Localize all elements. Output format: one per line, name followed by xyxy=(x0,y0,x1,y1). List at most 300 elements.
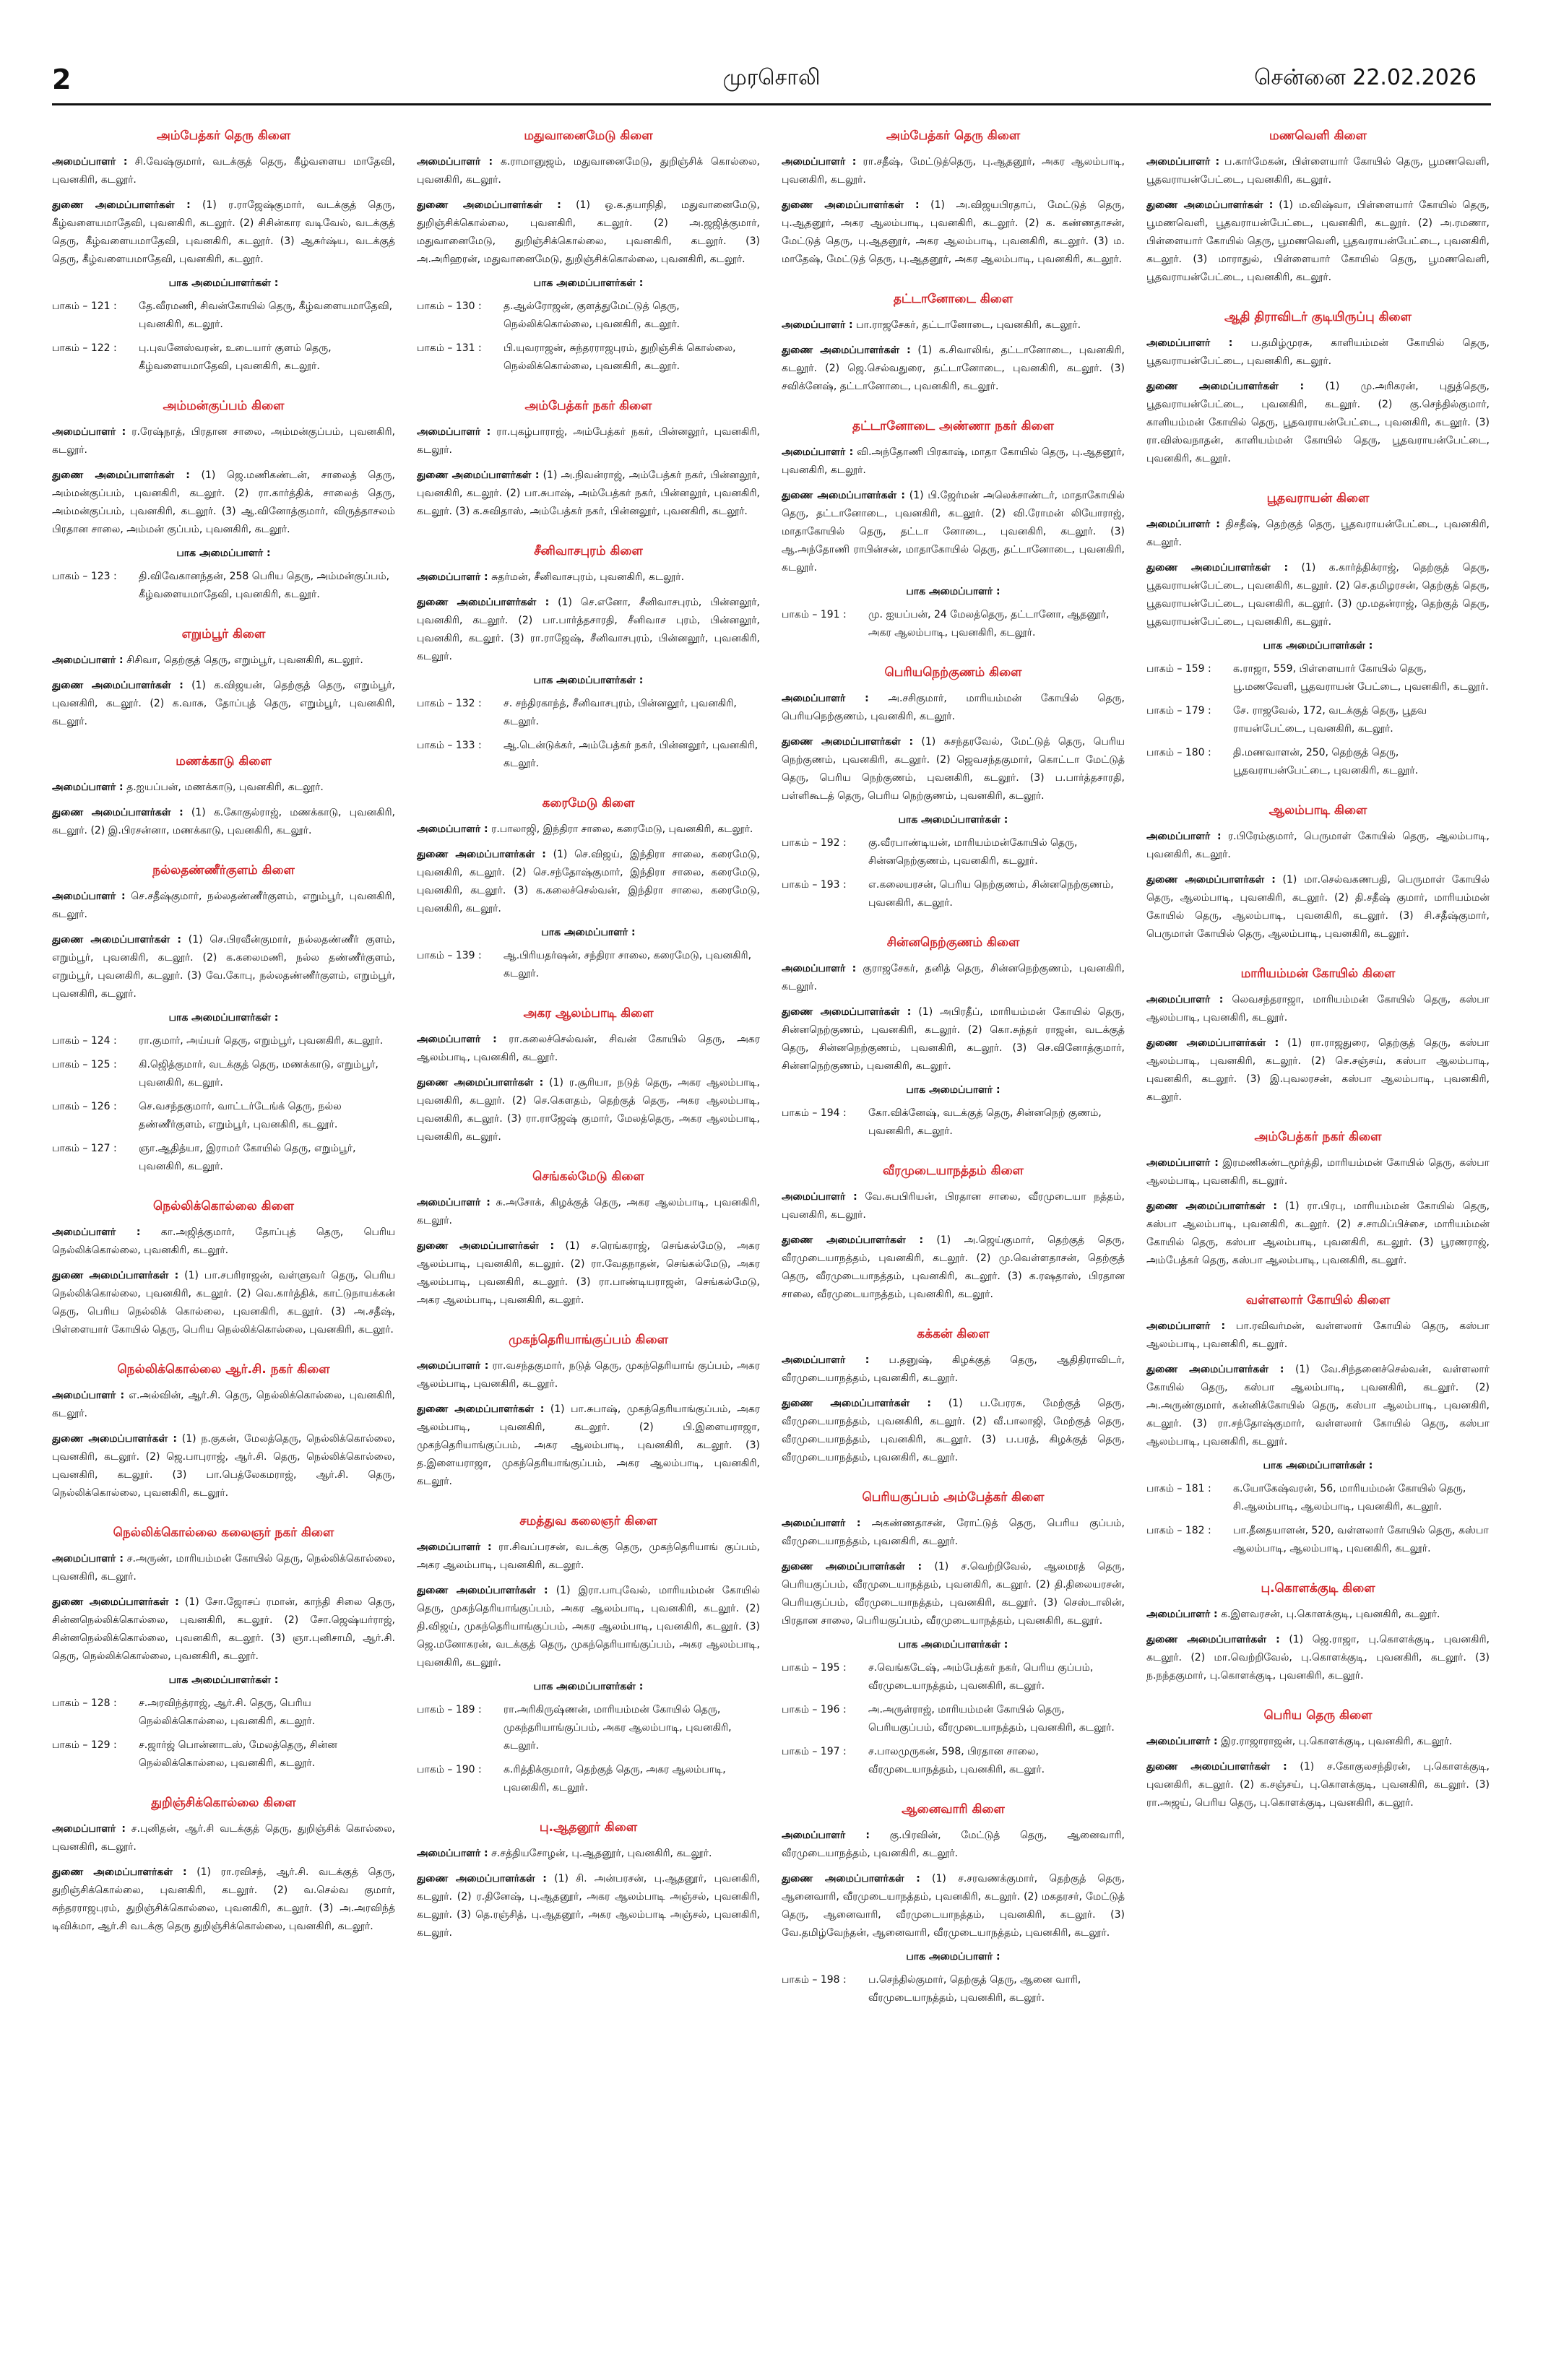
office-bearer-entry xyxy=(52,779,395,797)
office-bearer-entry xyxy=(417,196,760,269)
office-bearer-entry xyxy=(1146,153,1490,189)
role-holders: (1) சுசந்தரவேல், மேட்டுத் தெரு, பெரிய நெற்குணம், புவனகிரி, கடலூர். (2) ஜெவசந்தகுமார், கொட்டா மேட்டுத் தெரு, பெரிய நெற்குணம், புவனகிரி, கடலூர். (3) ப.பார்த்தசாரதி, பள்ளிகூடத் தெரு, பெரிய நெற்குணம், புவனகிரி, கடலூர். xyxy=(782,736,1125,802)
branch-heading: அம்மன்குப்பம் கிளை xyxy=(163,399,285,413)
booth-row xyxy=(782,1701,1125,1737)
booth-organiser: ச.அரவிந்த்ராஜ், ஆர்.சி. தெரு, பெரிய நெல்லிக்கொல்லை, புவனகிரி, கடலூர். xyxy=(139,1697,316,1727)
booth-row xyxy=(782,606,1125,642)
branch-section xyxy=(782,1164,1125,1304)
role-label: அமைப்பாளர் : xyxy=(417,1360,489,1372)
role-holders: அ.சசிகுமார், மாரியம்மன் கோயில் தெரு, பெரியநெற்குணம், புவனகிரி, கடலூர். xyxy=(782,693,1125,722)
role-holders: ரா.புகழ்பாராஜ், அம்பேத்கர் நகர், பின்னலூர், புவனகிரி, கடலூர். xyxy=(417,426,760,456)
column-2 xyxy=(417,121,760,2375)
office-bearer-entry xyxy=(52,1864,395,1936)
booth-organisers-heading: பாக அமைப்பாளர் : xyxy=(906,586,1000,597)
branch-section xyxy=(52,399,395,604)
booth-number: பாகம் – 189 : xyxy=(417,1704,482,1715)
branch-heading: முகந்தெரியாங்குப்பம் கிளை xyxy=(509,1333,668,1347)
office-bearer-entry xyxy=(417,594,760,666)
role-holders: கா.அஜித்குமார், தோப்புத் தெரு, பெரிய நெல்லிக்கொல்லை, புவனகிரி, கடலூர். xyxy=(52,1226,395,1256)
branch-section xyxy=(52,863,395,1176)
role-label: அமைப்பாளர் : xyxy=(417,823,488,835)
role-holders: சு.அசோக், கிழக்குத் தெரு, அகர ஆலம்பாடி, புவனகிரி, கடலூர். xyxy=(417,1197,760,1226)
role-holders: ரா.கலைச்செல்வன், சிவன் கோயில் தெரு, அகர ஆலம்பாடி, புவனகிரி, கடலூர். xyxy=(417,1034,760,1063)
role-holders: (1) மு.அரிகரன், புதுத்தெரு, பூதவராயன்பேட்டை, புவனகிரி, கடலூர். (2) கு.செந்தில்குமார், காளியம்மன் கோயில் தெரு, பூதவராயன்பேட்டை, புவனகிரி, கடலூர். (3) ரா.விஸ்வநாதன், காளியம்மன் கோயில் தெரு, பூதவராயன்பேட்டை, புவனகிரி, கடலூர். xyxy=(1146,381,1490,464)
branch-section xyxy=(782,1327,1125,1467)
booth-organiser: பி.யுவராஜன், சுந்தரராஜபுரம், துறிஞ்சிக் கொல்லை, நெல்லிக்கொல்லை, புவனகிரி, கடலூர். xyxy=(503,342,736,372)
office-bearer-entry xyxy=(52,423,395,459)
booth-number: பாகம் – 128 : xyxy=(52,1697,117,1709)
role-label: அமைப்பாளர் : xyxy=(417,1541,492,1553)
office-bearer-entry xyxy=(1146,196,1490,287)
role-holders: ரா.சிவப்பரசன், வடக்கு தெரு, முகந்தெரியாங் குப்பம், அகர ஆலம்பாடி, புவனகிரி, கடலூர். xyxy=(417,1541,760,1571)
office-bearer-entry xyxy=(782,342,1125,396)
office-bearer-entry xyxy=(52,804,395,840)
role-holders: செ.சதீஷ்குமார், நல்லதண்ணீர்குளம், எறும்பூர், புவனகிரி, கடலூர். xyxy=(52,891,395,920)
branch-heading: நெல்லிக்கொல்லை கலைஞர் நகர் கிளை xyxy=(113,1526,334,1540)
office-bearer-entry xyxy=(1146,1361,1490,1451)
office-bearer-entry xyxy=(782,1232,1125,1304)
booth-number: பாகம் – 124 : xyxy=(52,1035,117,1047)
role-label: துணை அமைப்பாளர்கள் : xyxy=(52,1866,187,1878)
office-bearer-entry xyxy=(417,568,760,587)
booth-organiser: பு.புவனேஸ்வரன், உடையார் குளம் தெரு, கீழ்வளையமாதேவி, புவனகிரி, கடலூர். xyxy=(139,342,332,372)
role-label: அமைப்பாளர் : xyxy=(1146,519,1220,530)
booth-organisers-heading: பாக அமைப்பாளர் : xyxy=(176,548,271,559)
role-label: துணை அமைப்பாளர்கள் : xyxy=(417,199,561,211)
branch-heading: வீரமுடையாநத்தம் கிளை xyxy=(882,1164,1024,1178)
office-bearer-entry xyxy=(1146,1317,1490,1354)
branch-section xyxy=(782,935,1125,1141)
role-label: அமைப்பாளர் : xyxy=(782,446,854,458)
role-holders: (1) ச.கோகுலசந்திரன், பு.கொளக்குடி, புவனகிரி, கடலூர். (2) க.சஞ்சய், பு.கொளக்குடி, புவனகிரி, கடலூர். (3) ரா.அஜய், பெரிய தெரு, பு.கொளக்குடி, புவனகிரி, கடலூர். xyxy=(1146,1761,1490,1809)
booth-number: பாகம் – 159 : xyxy=(1146,663,1211,675)
branch-heading: கரைமேடு கிளை xyxy=(542,796,635,810)
booth-organisers-heading: பாக அமைப்பாளர்கள் : xyxy=(898,814,1008,826)
booth-organiser: க.யோகேஷ்வரன், 56, மாரியம்மன் கோயில் தெரு, சி.ஆலம்பாடி, ஆலம்பாடி, புவனகிரி, கடலூர். xyxy=(1233,1483,1466,1513)
role-holders: த.ஐயப்பன், மணக்காடு, புவனகிரி, கடலூர். xyxy=(126,782,324,793)
office-bearer-entry xyxy=(1146,828,1490,864)
booth-number: பாகம் – 133 : xyxy=(417,740,482,751)
booth-row xyxy=(1146,1480,1490,1516)
booth-row xyxy=(782,1659,1125,1695)
role-holders: (1) ஜெ.மணிகண்டன், சாலைத் தெரு, அம்மன்குப்பம், புவனகிரி, கடலூர். (2) ரா.கார்த்திக், சாலைத் தெரு, அம்மன்குப்பம், புவனகிரி, கடலூர். (3) ஆ.வினோத்குமார், விருத்தாசலம் பிரதான சாலை, அம்மன் குப்பம், புவனகிரி, கடலூர். xyxy=(52,469,395,535)
branch-heading: மணவெளி கிளை xyxy=(1269,129,1367,143)
office-bearer-entry xyxy=(782,960,1125,996)
role-label: துணை அமைப்பாளர்கள் : xyxy=(1146,1200,1277,1212)
role-holders: ச.புனிதன், ஆர்.சி வடக்குத் தெரு, துறிஞ்சிக் கொல்லை, புவனகிரி, கடலூர். xyxy=(52,1823,395,1853)
branch-section xyxy=(1146,1130,1490,1270)
role-label: அமைப்பாளர் : xyxy=(782,1518,861,1529)
role-label: அமைப்பாளர் : xyxy=(782,1354,870,1366)
booth-organiser: செ.வசந்தகுமார், வாட்டர்டேங்க் தெரு, நல்ல தண்ணீர்குளம், எறும்பூர், புவனகிரி, கடலூர். xyxy=(139,1101,342,1130)
column-4 xyxy=(1146,121,1490,2375)
office-bearer-entry xyxy=(52,1593,395,1666)
booth-organiser: தி.விவேகானந்தன், 258 பெரிய தெரு, அம்மன்குப்பம், கீழ்வளையமாதேவி, புவனகிரி, கடலூர். xyxy=(139,571,390,600)
role-holders: (1) பா.சபரிராஜன், வள்ளுவர் தெரு, பெரிய நெல்லிக்கொல்லை, புவனகிரி, கடலூர். (2) வெ.கார்த்திக், காட்டுநாயக்கன் தெரு, பெரிய நெல்லிக் கொல்லை, புவனகிரி, கடலூர். (3) அ.சதீஷ், பிள்ளையார் கோயில் தெரு, பெரிய நெல்லிக்கொல்லை, புவனகிரி, கடலூர். xyxy=(52,1270,395,1336)
booth-organiser: ரா.அரிகிருஷ்ணன், மாரியம்மன் கோயில் தெரு, முகந்தரியாங்குப்பம், அகர ஆலம்பாடி, புவனகிரி, கடலூர். xyxy=(503,1704,732,1752)
branch-section xyxy=(1146,1581,1490,1685)
role-holders: (1) க.விஜயன், தெற்குத் தெரு, எறும்பூர், புவனகிரி, கடலூர். (2) க.வாசு, தோப்புத் தெரு, எறும்பூர், புவனகிரி, கடலூர். xyxy=(52,680,395,727)
booth-row xyxy=(52,1736,395,1773)
role-holders: குராஜசேகர், தனித் தெரு, சின்னநெற்குணம், புவனகிரி, கடலூர். xyxy=(782,963,1125,992)
branch-section xyxy=(782,129,1125,269)
booth-row xyxy=(1146,1522,1490,1558)
office-bearer-entry xyxy=(782,1870,1125,1942)
role-holders: ர.ரேஷ்நாத், பிரதான சாலை, அம்மன்குப்பம், புவனகிரி, கடலூர். xyxy=(52,426,395,456)
role-holders: ரா.வசந்தகுமார், நடுத் தெரு, முகந்தெரியாங் குப்பம், அகர ஆலம்பாடி, புவனகிரி, கடலூர். xyxy=(417,1360,760,1390)
branch-heading: மணக்காடு கிளை xyxy=(176,754,272,769)
booth-organisers-heading: பாக அமைப்பாளர் : xyxy=(906,1951,1000,1963)
branch-section xyxy=(417,1006,760,1146)
branch-heading: கக்கன் கிளை xyxy=(917,1327,990,1341)
role-holders: (1) ச.சரவணக்குமார், தெற்குத் தெரு, ஆனைவாரி, வீரமுடையாநத்தம், புவனகிரி, கடலூர். (2) மகதரசர், மேட்டுத் தெரு, ஆனைவாரி, வீரமுடையாநத்தம், புவனகிரி, கடலூர். (3) வே.தமிழ்வேந்தன், ஆனைவாரி, வீரமுடையாநத்தம், புவனகிரி, கடலூர். xyxy=(782,1873,1125,1939)
role-holders: எ.அல்வின், ஆர்.சி. தெரு, நெல்லிக்கொல்லை, புவனகிரி, கடலூர். xyxy=(52,1390,395,1419)
branch-section xyxy=(782,1490,1125,1779)
role-holders: இரமணிகண்டமூர்த்தி, மாரியம்மன் கோயில் தெரு, கஸ்பா ஆலம்பாடி, புவனகிரி, கடலூர். xyxy=(1146,1157,1490,1187)
booth-organisers-heading: பாக அமைப்பாளர்கள் : xyxy=(898,1639,1008,1650)
branch-heading: பூதவராயன் கிளை xyxy=(1266,491,1370,506)
role-label: துணை அமைப்பாளர்கள் : xyxy=(1146,381,1305,392)
booth-row xyxy=(417,1761,760,1797)
office-bearer-entry xyxy=(52,196,395,269)
booth-organiser: சே. ராஜவேல், 172, வடக்குத் தெரு, பூதவ ராயன்பேட்டை, புவனகிரி, கடலூர். xyxy=(1233,705,1427,735)
branch-heading: மாரியம்மன் கோயில் கிளை xyxy=(1240,966,1396,981)
booth-organiser: க.ரித்திக்குமார், தெற்குத் தெரு, அகர ஆலம்பாடி, புவனகிரி, கடலூர். xyxy=(503,1764,726,1793)
office-bearer-entry xyxy=(417,153,760,189)
role-label: அமைப்பாளர் : xyxy=(52,1553,124,1565)
booth-row xyxy=(417,947,760,983)
office-bearer-entry xyxy=(1146,1733,1490,1751)
booth-row xyxy=(782,1971,1125,2007)
branch-heading: அம்பேத்கர் தெரு கிளை xyxy=(886,129,1021,143)
role-label: அமைப்பாளர் : xyxy=(782,963,857,974)
branch-heading: எறும்பூர் கிளை xyxy=(181,627,266,641)
role-holders: (1) ஒ.க.தயாநிதி, மதுவானைமேடு, துறிஞ்சிக்கொல்லை, புவனகிரி, கடலூர். (2) அ.ஜஜித்குமார், மதுவானைமேடு, துறிஞ்சிக்கொல்லை, புவனகிரி, கடலூர். (3) அ.அரிஹரன், மதுவானைமேடு, துறிஞ்சிக்கொல்லை, புவனகிரி, கடலூர். xyxy=(417,199,760,265)
role-label: அமைப்பாளர் : xyxy=(52,891,126,902)
column-1 xyxy=(52,121,395,2375)
role-label: அமைப்பாளர் : xyxy=(52,654,124,666)
role-label: அமைப்பாளர் : xyxy=(417,426,491,438)
office-bearer-entry xyxy=(782,487,1125,577)
booth-row xyxy=(417,737,760,773)
booth-row xyxy=(52,1032,395,1050)
branch-section xyxy=(782,1802,1125,2007)
role-label: அமைப்பாளர் : xyxy=(782,1191,857,1203)
role-holders: இர.ராஜாராஜன், பு.கொளக்குடி, புவனகிரி, கடலூர். xyxy=(1221,1736,1453,1747)
role-holders: ப.தமிழ்முரசு, காளியம்மன் கோயில் தெரு, பூதவராயன்பேட்டை, புவனகிரி, கடலூர். xyxy=(1146,337,1490,367)
role-label: துணை அமைப்பாளர்கள் : xyxy=(52,680,183,691)
office-bearer-entry xyxy=(782,1395,1125,1467)
branch-section xyxy=(1146,310,1490,468)
branch-section xyxy=(52,754,395,840)
booth-organiser: க.ராஜா, 559, பிள்ளையார் கோயில் தெரு, பூ.மணவேளி, பூதவராயன் பேட்டை, புவனகிரி, கடலூர். xyxy=(1233,663,1489,693)
role-label: துணை அமைப்பாளர்கள் : xyxy=(417,1873,547,1884)
role-label: துணை அமைப்பாளர்கள் : xyxy=(52,1596,179,1608)
role-label: அமைப்பாளர் : xyxy=(1146,994,1224,1005)
role-holders: (1) ர.சூரியா, நடுத் தெரு, அகர ஆலம்பாடி, புவனகிரி, கடலூர். (2) செ.கெளதம், தெற்குத் தெரு, அகர ஆலம்பாடி, புவனகிரி, கடலூர். (3) ரா.ராஜேஷ் குமார், மேலத்தெரு, அகர ஆலம்பாடி, புவனகிரி, கடலூர். xyxy=(417,1077,760,1143)
role-holders: ப.கார்மேகன், பிள்ளையார் கோயில் தெரு, பூமணவெளி, பூதவராயன்பேட்டை, புவனகிரி, கடலூர். xyxy=(1146,156,1490,186)
role-holders: (1) வே.சிந்தனைச்செல்வன், வள்ளலார் கோயில் தெரு, கஸ்பா ஆலம்பாடி, புவனகிரி, கடலூர். (2) அ.அருண்குமார், கன்னிக்கோயில் தெரு, கஸ்பா ஆலம்பாடி, புவனகிரி, கடலூர். (3) ரா.சந்தோஷ்குமார், வள்ளலார் கோயில் தெரு, கஸ்பா ஆலம்பாடி, புவனகிரி, கடலூர். xyxy=(1146,1364,1490,1448)
office-bearer-entry xyxy=(782,690,1125,726)
booth-organisers-heading: பாக அமைப்பாளர்கள் : xyxy=(533,1681,644,1692)
role-label: துணை அமைப்பாளர்கள் : xyxy=(417,1585,548,1596)
booth-organiser: ரா.குமார், அய்யர் தெரு, எறும்பூர், புவனகிரி, கடலூர். xyxy=(139,1035,384,1047)
role-holders: வி.அந்தோணி பிரகாஷ், மாதா கோயில் தெரு, பு.ஆதனூர், புவனகிரி, கடலூர். xyxy=(782,446,1125,476)
role-holders: (1) செ.எனோ, சீனிவாசபுரம், பின்னலூர், புவனகிரி, கடலூர். (2) பா.பார்த்தசாரதி, சீனிவாச புரம், பின்னலூர், புவனகிரி, கடலூர். (3) ரா.ராஜேஷ், சீனிவாசபுரம், பின்னலூர், புவனகிரி, கடலூர். xyxy=(417,597,760,662)
booth-number: பாகம் – 194 : xyxy=(782,1107,847,1119)
branch-section xyxy=(417,1514,760,1797)
branch-section xyxy=(52,1796,395,1936)
booth-row xyxy=(52,1098,395,1134)
role-label: துணை அமைப்பாளர்கள் : xyxy=(1146,1364,1284,1375)
office-bearer-entry xyxy=(782,443,1125,480)
newspaper-name: முரசொலி xyxy=(722,65,821,90)
booth-number: பாகம் – 190 : xyxy=(417,1764,482,1775)
role-holders: (1) க.சிவாலிங், தட்டானோடை, புவனகிரி, கடலூர். (2) ஜெ.செல்வதுரை, தட்டானோடை, புவனகிரி, கடலூர். (3) சவிக்னேஷ், தட்டானோடை, புவனகிரி, கடலூர். xyxy=(782,345,1125,392)
booth-number: பாகம் – 130 : xyxy=(417,300,482,312)
role-label: அமைப்பாளர் : xyxy=(1146,337,1233,349)
booth-number: பாகம் – 139 : xyxy=(417,950,482,961)
role-label: துணை அமைப்பாளர்கள் : xyxy=(52,199,191,211)
role-holders: திசதீஷ், தெற்குத் தெரு, பூதவராயன்பேட்டை, புவனகிரி, கடலூர். xyxy=(1146,519,1490,548)
branch-heading: சின்னநெற்குணம் கிளை xyxy=(886,935,1020,950)
office-bearer-entry xyxy=(782,1827,1125,1863)
role-label: அமைப்பாளர் : xyxy=(1146,1609,1218,1620)
office-bearer-entry xyxy=(417,1357,760,1393)
booth-organiser: கோ.விக்னேஷ், வடக்குத் தெரு, சின்னநெற் குணம், புவனகிரி, கடலூர். xyxy=(868,1107,1102,1137)
branch-heading: பு.ஆதனூர் கிளை xyxy=(539,1820,638,1835)
office-bearer-entry xyxy=(52,1430,395,1502)
booth-number: பாகம் – 122 : xyxy=(52,342,117,354)
role-holders: க.இளவரசன், பு.கொளக்குடி, புவனகிரி, கடலூர். xyxy=(1221,1609,1440,1620)
booth-row xyxy=(782,876,1125,912)
role-label: துணை அமைப்பாளர்கள் : xyxy=(782,345,911,356)
branch-heading: மதுவானைமேடு கிளை xyxy=(524,129,653,143)
role-label: அமைப்பாளர் : xyxy=(1146,1736,1218,1747)
office-bearer-entry xyxy=(417,1074,760,1146)
branch-heading: ஆலம்பாடி கிளை xyxy=(1268,803,1367,818)
booth-organiser: ஆ.பிரியதர்ஷன், சந்திரா சாலை, கரைமேடு, புவனகிரி, கடலூர். xyxy=(503,950,752,979)
role-label: துணை அமைப்பாளர்கள் : xyxy=(52,1270,179,1281)
booth-number: பாகம் – 129 : xyxy=(52,1739,117,1751)
office-bearer-entry xyxy=(782,1188,1125,1224)
role-label: துணை அமைப்பாளர்கள் : xyxy=(782,199,920,211)
office-bearer-entry xyxy=(1146,1758,1490,1812)
role-holders: (1) ஜெ.ராஜா, பு.கொளக்குடி, புவனகிரி, கடலூர். (2) மா.வெற்றிவேல், பு.கொளக்குடி, புவனகிரி, கடலூர். (3) ந.நந்தகுமார், பு.கொளக்குடி, புவனகிரி, கடலூர். xyxy=(1146,1634,1490,1682)
booth-row xyxy=(782,834,1125,870)
office-bearer-entry xyxy=(782,1003,1125,1076)
office-bearer-entry xyxy=(52,1387,395,1423)
office-bearer-entry xyxy=(1146,334,1490,371)
booth-organiser: கி.ஜெித்குமார், வடக்குத் தெரு, மணக்காடு, எறும்பூர், புவனகிரி, கடலூர். xyxy=(139,1059,379,1089)
booth-row xyxy=(52,339,395,376)
role-holders: (1) அ.ஜெய்குமார், தெற்குத் தெரு, வீரமுடையாநத்தம், புவனகிரி, கடலூர். (2) மு.வெள்ளதாசன், தெற்குத் தெரு, வீரமுடையாநத்தம், புவனகிரி, கடலூர். (3) க.ரஷதாஸ், பிரதான சாலை, வீரமுடையாநத்தம், புவனகிரி, கடலூர். xyxy=(782,1234,1125,1300)
booth-number: பாகம் – 181 : xyxy=(1146,1483,1211,1494)
office-bearer-entry xyxy=(782,1515,1125,1551)
role-label: அமைப்பாளர் : xyxy=(782,693,869,704)
role-holders: லெவசந்தராஜா, மாரியம்மன் கோயில் தெரு, கஸ்பா ஆலம்பாடி, புவனகிரி, கடலூர். xyxy=(1146,994,1490,1024)
booth-number: பாகம் – 191 : xyxy=(782,609,847,620)
office-bearer-entry xyxy=(1146,991,1490,1027)
branch-section xyxy=(52,1362,395,1502)
role-holders: (1) ச.ரெங்கராஜ், செங்கல்மேடு, அகர ஆலம்பாடி, புவனகிரி, கடலூர். (2) ரா.வேதநாதன், செங்கல்மேடு, அகர ஆலம்பாடி, புவனகிரி, கடலூர். (3) ரா.பாண்டியராஜன், செங்கல்மேடு, அகர ஆலம்பாடி, புவனகிரி, கடலூர். xyxy=(417,1240,760,1306)
role-holders: (1) ச.வெற்றிவேல், ஆலமரத் தெரு, பெரியகுப்பம், வீரமுடையாநத்தம், புவனகிரி, கடலூர். (2) தி.திலையரசன், பெரியகுப்பம், வீரமுடையாநத்தம், புவனகிரி, கடலூர். (3) செஸ்டாலின், பிரதான சாலை, பெரியகுப்பம், வீரமுடையாநத்தம், புவனகிரி, கடலூர். xyxy=(782,1561,1125,1627)
branch-heading: செங்கல்மேடு கிளை xyxy=(532,1169,644,1184)
booth-row xyxy=(52,1140,395,1176)
booth-number: பாகம் – 131 : xyxy=(417,342,482,354)
branch-section xyxy=(417,129,760,376)
role-holders: ப.தனுஷ், கிழக்குத் தெரு, ஆதிதிராவிடர், வீரமுடையாநத்தம், புவனகிரி, கடலூர். xyxy=(782,1354,1125,1384)
role-label: துணை அமைப்பாளர்கள் : xyxy=(417,849,546,860)
role-holders: பா.ரவிவர்மன், வள்ளலார் கோயில் தெரு, கஸ்பா ஆலம்பாடி, புவனகிரி, கடலூர். xyxy=(1146,1320,1490,1350)
branch-heading: ஆனைவாரி கிளை xyxy=(902,1802,1005,1817)
office-bearer-entry xyxy=(782,1351,1125,1388)
booth-number: பாகம் – 198 : xyxy=(782,1974,847,1986)
office-bearer-entry xyxy=(782,733,1125,805)
role-label: அமைப்பாளர் : xyxy=(1146,831,1222,842)
branch-heading: அம்பேத்கர் நகர் கிளை xyxy=(524,399,652,413)
role-holders: சி.வேஷ்குமார், வடக்குத் தெரு, கீழ்வளைய மாதேவி, புவனகிரி, கடலூர். xyxy=(52,156,395,186)
office-bearer-entry xyxy=(782,153,1125,189)
booth-number: பாகம் – 179 : xyxy=(1146,705,1211,717)
office-bearer-entry xyxy=(52,931,395,1003)
role-label: அமைப்பாளர் : xyxy=(782,156,857,168)
role-holders: (1) அபிரதீப், மாரியம்மன் கோயில் தெரு, சின்னநெற்குணம், புவனகிரி, கடலூர். (2) கொ.சுந்தர் ராஜன், வடக்குத் தெரு, சின்னநெற்குணம், புவனகிரி, கடலூர். (3) செ.வினோத்குமார், சின்னநெற்குணம், புவனகிரி, கடலூர். xyxy=(782,1006,1125,1072)
office-bearer-entry xyxy=(52,1820,395,1856)
role-holders: (1) செ.விஜய், இந்திரா சாலை, கரைமேடு, புவனகிரி, கடலூர். (2) செ.சந்தோஷ்குமார், இந்திரா சாலை, கரைமேடு, புவனகிரி, கடலூர். (3) க.கலைச்செல்வன், இந்திரா சாலை, கரைமேடு, புவனகிரி, கடலூர். xyxy=(417,849,760,914)
branch-heading: பெரிய தெரு கிளை xyxy=(1263,1708,1373,1723)
branch-section xyxy=(417,544,760,773)
booth-row xyxy=(52,568,395,604)
booth-number: பாகம் – 180 : xyxy=(1146,747,1211,758)
office-bearer-entry xyxy=(417,1237,760,1310)
branch-heading: அம்பேத்கர் நகர் கிளை xyxy=(1254,1130,1382,1144)
role-holders: (1) ப.பேரரசு, மேற்குத் தெரு, வீரமுடையாநத்தம், புவனகிரி, கடலூர். (2) வீ.பாலாஜி, மேற்குத் தெரு, வீரமுடையாநத்தம், புவனகிரி, கடலூர். (3) ப.பரத், கிழக்குத் தெரு, வீரமுடையாநத்தம், புவனகிரி, கடலூர். xyxy=(782,1398,1125,1463)
booth-row xyxy=(417,1701,760,1755)
role-holders: (1) பி.ஜேர்மன் அலெக்சாண்டர், மாதாகோயில் தெரு, தட்டானோடை, புவனகிரி, கடலூர். (2) வி.ரோமன் லியோராஜ், மாதாகோயில் தெரு, தட்டா னோடை, புவனகிரி, கடலூர். (3) ஆ.அந்தோணி ராபின்சன், மாதாகோயில் தெரு, தட்டானோடை, புவனகிரி, கடலூர். xyxy=(782,490,1125,574)
office-bearer-entry xyxy=(52,153,395,189)
booth-number: பாகம் – 123 : xyxy=(52,571,117,582)
office-bearer-entry xyxy=(1146,1034,1490,1107)
role-label: துணை அமைப்பாளர்கள் : xyxy=(417,1240,555,1252)
branch-heading: பெரியநெற்குணம் கிளை xyxy=(884,665,1022,680)
role-holders: (1) க.கோகுல்ராஜ், மணக்காடு, புவனகிரி, கடலூர். (2) இ.பிரசன்னா, மணக்காடு, புவனகிரி, கடலூர். xyxy=(52,807,395,836)
role-holders: பா.ராஜசேகர், தட்டானோடை, புவனகிரி, கடலூர். xyxy=(856,319,1081,331)
booth-organiser: ஞா.ஆதித்யா, இராமர் கோயில் தெரு, எறும்பூர், புவனகிரி, கடலூர். xyxy=(139,1143,356,1172)
role-label: துணை அமைப்பாளர்கள் : xyxy=(52,469,190,481)
role-label: அமைப்பாளர் : xyxy=(52,1823,126,1835)
role-label: அமைப்பாளர் : xyxy=(52,426,126,438)
booth-organiser: ச.ஜார்ஜ் பொன்னாடஸ், மேலத்தெரு, சின்ன நெல்லிக்கொல்லை, புவனகிரி, கடலூர். xyxy=(139,1739,337,1769)
role-holders: (1) இரா.பாபுவேல், மாரியம்மன் கோயில் தெரு, முகந்தெரியாங்குப்பம், அகர ஆலம்பாடி, புவனகிரி, கடலூர். (2) தி.விஜய், முகந்தெரியாங்குப்பம், அகர ஆலம்பாடி, புவனகிரி, கடலூர். (3) ஜெ.மனோகரன், வடக்குத் தெரு, முகந்தெரியாங்குப்பம், அகர ஆலம்பாடி, புவனகிரி, கடலூர். xyxy=(417,1585,760,1669)
booth-organisers-heading: பாக அமைப்பாளர்கள் : xyxy=(168,1012,279,1024)
branch-section xyxy=(1146,1708,1490,1812)
booth-organisers-heading: பாக அமைப்பாளர்கள் : xyxy=(1263,1460,1373,1471)
office-bearer-entry xyxy=(417,1582,760,1672)
role-holders: கு.பிரவின், மேட்டுத் தெரு, ஆனைவாரி, வீரமுடையாநத்தம், புவனகிரி, கடலூர். xyxy=(782,1830,1125,1859)
branch-heading: சமத்துவ கலைஞர் கிளை xyxy=(519,1514,657,1528)
office-bearer-entry xyxy=(417,423,760,459)
role-holders: ச.அருண், மாரியம்மன் கோயில் தெரு, நெல்லிக்கொல்லை, புவனகிரி, கடலூர். xyxy=(52,1553,395,1583)
booth-row xyxy=(417,339,760,376)
role-label: துணை அமைப்பாளர்கள் : xyxy=(1146,562,1289,574)
role-label: துணை அமைப்பாளர்கள் : xyxy=(782,1006,912,1018)
booth-organiser: ப.செந்தில்குமார், தெற்குத் தெரு, ஆனை வாரி, வீரமுடையாநத்தம், புவனகிரி, கடலூர். xyxy=(868,1974,1081,2004)
booth-number: பாகம் – 196 : xyxy=(782,1704,847,1715)
role-holders: ர.பாலாஜி, இந்திரா சாலை, கரைமேடு, புவனகிரி, கடலூர். xyxy=(491,823,753,835)
role-label: துணை அமைப்பாளர்கள் : xyxy=(1146,199,1274,211)
role-holders: (1) அ.விஜயபிரதாப், மேட்டுத் தெரு, பு.ஆதனூர், அகர ஆலம்பாடி, புவனகிரி, கடலூர். (2) க. கண்ணதாசன், மேட்டுத் தெரு, பு.ஆதனூர், அகர ஆலம்பாடி, புவனகிரி, கடலூர். (3) ம. மாதேஷ், மேட்டுத் தெரு, பு.ஆதனூர், அகர ஆலம்பாடி, புவனகிரி, கடலூர். xyxy=(782,199,1125,265)
booth-organisers-heading: பாக அமைப்பாளர் : xyxy=(541,927,636,938)
office-bearer-entry xyxy=(417,1401,760,1491)
office-bearer-entry xyxy=(417,846,760,918)
branch-section xyxy=(782,665,1125,912)
booth-row xyxy=(52,1695,395,1731)
branch-section xyxy=(782,419,1125,642)
role-label: அமைப்பாளர் : xyxy=(417,1848,488,1859)
branch-section xyxy=(417,1169,760,1310)
booth-number: பாகம் – 195 : xyxy=(782,1662,847,1674)
role-label: அமைப்பாளர் : xyxy=(1146,156,1220,168)
office-bearer-entry xyxy=(52,652,395,670)
branch-section xyxy=(417,1333,760,1491)
booth-organisers-heading: பாக அமைப்பாளர்கள் : xyxy=(168,1674,279,1686)
booth-row xyxy=(782,1104,1125,1141)
role-holders: (1) க.கார்த்திக்ராஜ், தெற்குத் தெரு, பூதவராயன்பேட்டை, புவனகிரி, கடலூர். (2) செ.தமிழரசன், தெற்குத் தெரு, பூதவராயன்பேட்டை, புவனகிரி, கடலூர். (3) மு.மதன்ராஜ், தெற்குத் தெரு, பூதவராயன்பேட்டை, புவனகிரி, கடலூர். xyxy=(1146,562,1490,628)
role-holders: (1) அ.நிவன்ராஜ், அம்பேத்கர் நகர், பின்னலூர், புவனகிரி, கடலூர். (2) பா.சுபாஷ், அம்பேத்கர் நகர், பின்னலூர், புவனகிரி, கடலூர். (3) க.சுவிதாஸ், அம்பேத்கர் நகர், பின்னலூர், புவனகிரி, கடலூர். xyxy=(417,469,760,517)
booth-organisers-heading: பாக அமைப்பாளர்கள் : xyxy=(1263,640,1373,652)
branch-heading: நல்லதண்ணீர்குளம் கிளை xyxy=(152,863,295,878)
office-bearer-entry xyxy=(417,1031,760,1067)
role-label: அமைப்பாளர் : xyxy=(417,1197,490,1208)
booth-organiser: தே.வீரமணி, சிவன்கோயில் தெரு, கீழ்வளையமாதேவி, புவனகிரி, கடலூர். xyxy=(139,300,393,330)
header-rule xyxy=(52,103,1491,105)
role-label: துணை அமைப்பாளர்கள் : xyxy=(1146,1634,1280,1645)
office-bearer-entry xyxy=(417,1845,760,1863)
booth-organiser: கு.வீரபாண்டியன், மாரியம்மன்கோயில் தெரு, சின்னநெற்குணம், புவனகிரி, கடலூர். xyxy=(868,837,1078,867)
booth-number: பாகம் – 132 : xyxy=(417,698,482,709)
role-label: அமைப்பாளர் : xyxy=(52,1390,125,1401)
office-bearer-entry xyxy=(417,821,760,839)
branch-section xyxy=(782,292,1125,396)
booth-organiser: பா.தீனதயாளன், 520, வள்ளலார் கோயில் தெரு, கஸ்பா ஆலம்பாடி, ஆலம்பாடி, புவனகிரி, கடலூர். xyxy=(1233,1525,1489,1554)
branch-heading: தட்டானோடை அண்ணா நகர் கிளை xyxy=(852,419,1054,433)
role-label: அமைப்பாளர் : xyxy=(417,571,488,583)
branch-heading: பெரியகுப்பம் அம்பேத்கர் கிளை xyxy=(862,1490,1045,1505)
booth-number: பாகம் – 121 : xyxy=(52,300,117,312)
role-holders: வே.சுபபிரியன், பிரதான சாலை, வீரமுடையா நத்தம், புவனகிரி, கடலூர். xyxy=(782,1191,1125,1221)
role-label: அமைப்பாளர் : xyxy=(1146,1320,1226,1332)
booth-row xyxy=(1146,702,1490,738)
role-label: துணை அமைப்பாளர்கள் : xyxy=(1146,1761,1287,1773)
booth-row xyxy=(52,298,395,334)
branch-section xyxy=(417,1820,760,1942)
branch-heading: சீனிவாசபுரம் கிளை xyxy=(534,544,643,558)
office-bearer-entry xyxy=(782,316,1125,334)
branch-section xyxy=(52,1526,395,1773)
branch-section xyxy=(417,796,760,983)
booth-organiser: அ.அருள்ராஜ், மாரியம்மன் கோயில் தெரு, பெரியகுப்பம், வீரமுடையாநத்தம், புவனகிரி, கடலூர். xyxy=(868,1704,1115,1734)
booth-number: பாகம் – 182 : xyxy=(1146,1525,1211,1536)
role-label: துணை அமைப்பாளர்கள் : xyxy=(782,1398,932,1409)
booth-row xyxy=(417,695,760,731)
booth-number: பாகம் – 125 : xyxy=(52,1059,117,1070)
role-holders: (1) ர.ராஜேஷ்குமார், வடக்குத் தெரு, கீழ்வளையமாதேவி, புவனகிரி, கடலூர். (2) சிசின்கார வடிவேல், வடக்குத் தெரு, கீழ்வளையமாதேவி, புவனகிரி, கடலூர். (3) ஆசுர்ஷ்ய, வடக்குத் தெரு, கீழ்வளையமாதேவி, புவனகிரி, கடலூர். xyxy=(52,199,395,265)
office-bearer-entry xyxy=(52,1267,395,1339)
role-holders: (1) ரா.ராஜதுரை, தெற்குத் தெரு, கஸ்பா ஆலம்பாடி, புவனகிரி, கடலூர். (2) செ.சஞ்சய், கஸ்பா ஆலம்பாடி, புவனகிரி, கடலூர். (3) இ.புவலரசன், கஸ்பா ஆலம்பாடி, புவனகிரி, கடலூர். xyxy=(1146,1037,1490,1103)
office-bearer-entry xyxy=(1146,1154,1490,1190)
office-bearer-entry xyxy=(782,1558,1125,1630)
